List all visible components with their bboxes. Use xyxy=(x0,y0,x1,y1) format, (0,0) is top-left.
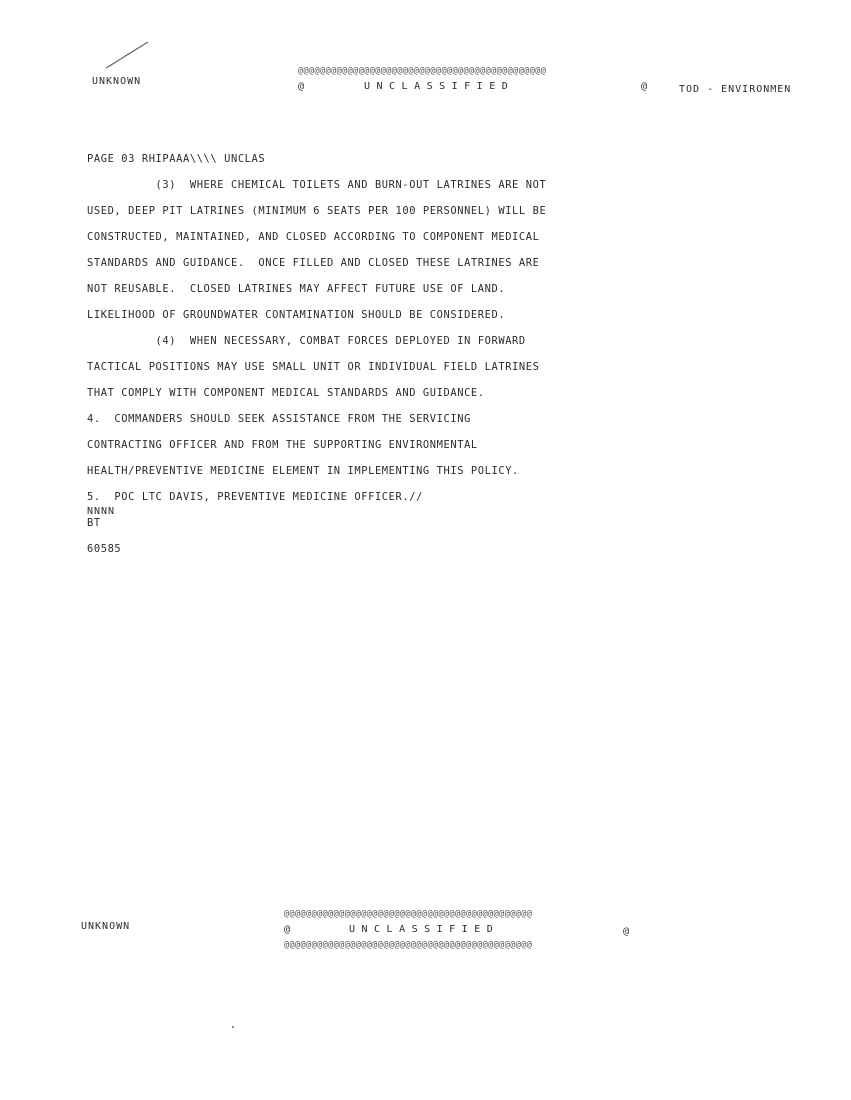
header-banner-border: @@@@@@@@@@@@@@@@@@@@@@@@@@@@@@@@@@@@@@@@@@@@@ xyxy=(298,66,547,76)
message-line: PAGE 03 RHIPAAA\\\\ UNCLAS xyxy=(87,153,266,165)
footer-banner-at-left: @ xyxy=(284,924,292,935)
message-line: CONTRACTING OFFICER AND FROM THE SUPPORTING ENVIRONMENTAL xyxy=(87,439,478,451)
message-line: THAT COMPLY WITH COMPONENT MEDICAL STANDARDS AND GUIDANCE. xyxy=(87,387,485,399)
footer-banner-border-top: @@@@@@@@@@@@@@@@@@@@@@@@@@@@@@@@@@@@@@@@@@@@@ xyxy=(284,909,533,919)
message-line: (3) WHERE CHEMICAL TOILETS AND BURN-OUT LATRINES ARE NOT xyxy=(87,179,547,191)
message-line: CONSTRUCTED, MAINTAINED, AND CLOSED ACCORDING TO COMPONENT MEDICAL xyxy=(87,231,540,243)
message-line: HEALTH/PREVENTIVE MEDICINE ELEMENT IN IMPLEMENTING THIS POLICY. xyxy=(87,465,519,477)
message-line: 60585 xyxy=(87,543,122,555)
footer-banner-border-bottom: @@@@@@@@@@@@@@@@@@@@@@@@@@@@@@@@@@@@@@@@@@@@@ xyxy=(284,940,533,950)
message-line: 4. COMMANDERS SHOULD SEEK ASSISTANCE FROM THE SERVICING xyxy=(87,413,471,425)
header-left-marking: UNKNOWN xyxy=(92,76,142,87)
stray-dot-mark xyxy=(232,1026,234,1028)
header-right-label: TOD - ENVIRONMEN xyxy=(679,84,792,95)
message-line: NOT REUSABLE. CLOSED LATRINES MAY AFFECT FUTURE USE OF LAND. xyxy=(87,283,506,295)
message-line: TACTICAL POSITIONS MAY USE SMALL UNIT OR INDIVIDUAL FIELD LATRINES xyxy=(87,361,540,373)
header-banner-at-right: @ xyxy=(641,81,649,92)
footer-banner-at-right: @ xyxy=(623,926,631,937)
header-banner-text: UNCLASSIFIED xyxy=(364,81,515,92)
message-line: LIKELIHOOD OF GROUNDWATER CONTAMINATION SHOULD BE CONSIDERED. xyxy=(87,309,506,321)
message-line: BT xyxy=(87,517,101,529)
message-line: 5. POC LTC DAVIS, PREVENTIVE MEDICINE OFFICER.// xyxy=(87,491,423,503)
end-of-message-marker: NNNN xyxy=(87,506,116,517)
message-line: (4) WHEN NECESSARY, COMBAT FORCES DEPLOYED IN FORWARD xyxy=(87,335,526,347)
header-banner-at-left: @ xyxy=(298,81,306,92)
footer-left-marking: UNKNOWN xyxy=(81,921,131,932)
handwritten-scribble-mark xyxy=(104,40,150,70)
message-line: USED, DEEP PIT LATRINES (MINIMUM 6 SEATS PER 100 PERSONNEL) WILL BE xyxy=(87,205,547,217)
message-body xyxy=(87,140,546,569)
footer-banner-text: UNCLASSIFIED xyxy=(349,924,500,935)
message-line: STANDARDS AND GUIDANCE. ONCE FILLED AND CLOSED THESE LATRINES ARE xyxy=(87,257,540,269)
